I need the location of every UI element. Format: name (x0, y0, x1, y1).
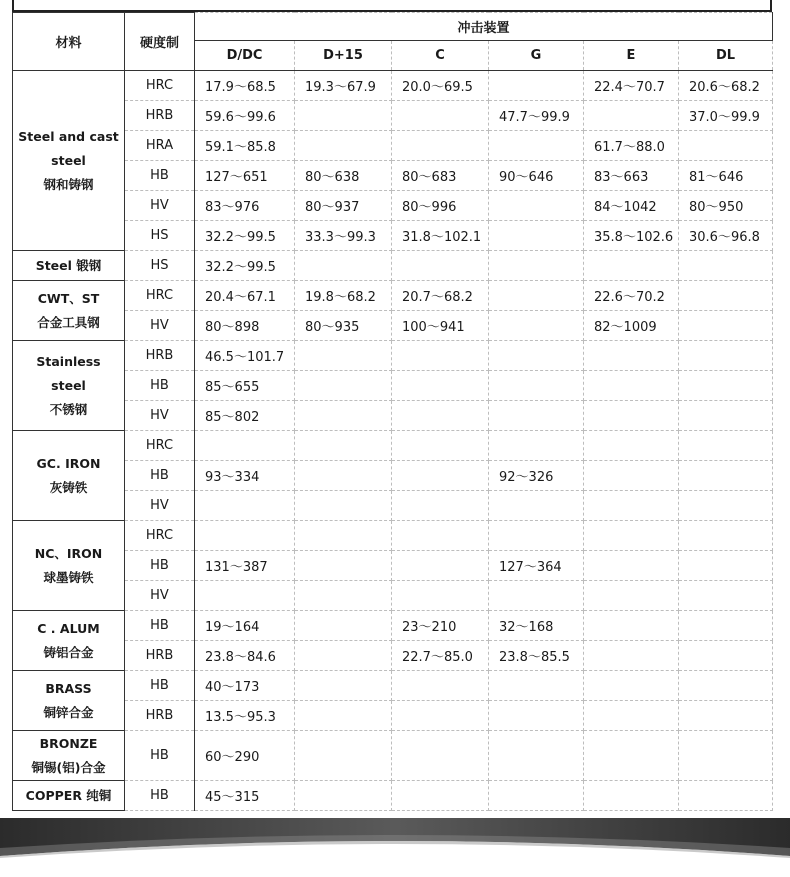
range-value-cell (392, 581, 489, 611)
range-value-cell: 81～646 (679, 161, 773, 191)
hardness-scale-cell: HRB (125, 101, 195, 131)
range-value-cell (584, 401, 679, 431)
range-value-cell (489, 701, 584, 731)
range-value-cell (679, 281, 773, 311)
range-value-cell: 22.4～70.7 (584, 71, 679, 101)
range-value-cell (584, 671, 679, 701)
hardness-scale-cell: HB (125, 161, 195, 191)
material-cell (13, 431, 125, 521)
material-name-line: 合金工具钢 (37, 314, 100, 330)
material-name-line: Steel and cast (18, 128, 119, 144)
range-value-cell: 30.6～96.8 (679, 221, 773, 251)
material-cell (13, 341, 125, 431)
table-row (13, 401, 773, 431)
table-row (13, 781, 773, 811)
material-cell (13, 671, 125, 731)
range-value-cell (392, 491, 489, 521)
range-value-cell: 90～646 (489, 161, 584, 191)
hardness-scale-cell: HB (125, 371, 195, 401)
range-value-cell (295, 701, 392, 731)
range-value-cell (584, 551, 679, 581)
device-header: DL (679, 41, 773, 71)
range-value-cell (489, 491, 584, 521)
range-value-cell: 19.3～67.9 (295, 71, 392, 101)
range-value-cell (584, 641, 679, 671)
range-value-cell (489, 731, 584, 781)
material-name-line: NC、IRON (34, 545, 103, 561)
hardness-scale-cell: HRA (125, 131, 195, 161)
hardness-scale-cell: HB (125, 551, 195, 581)
range-value-cell (295, 611, 392, 641)
material-name-line: Steel 锻钢 (35, 257, 102, 273)
range-value-cell (679, 251, 773, 281)
range-value-cell (679, 581, 773, 611)
range-value-cell: 19.8～68.2 (295, 281, 392, 311)
range-value-cell (679, 611, 773, 641)
range-value-cell: 40～173 (195, 671, 295, 701)
table-row (13, 161, 773, 191)
hardness-scale-cell: HV (125, 311, 195, 341)
hardness-scale-cell: HRB (125, 701, 195, 731)
table-body (13, 71, 773, 811)
hardness-scale-cell: HB (125, 461, 195, 491)
range-value-cell (392, 131, 489, 161)
range-value-cell (295, 431, 392, 461)
table-row (13, 341, 773, 371)
material-name-line: BRONZE (39, 735, 98, 751)
range-value-cell: 127～364 (489, 551, 584, 581)
range-value-cell: 80～950 (679, 191, 773, 221)
range-value-cell (295, 521, 392, 551)
range-value-cell (295, 461, 392, 491)
range-value-cell: 20.7～68.2 (392, 281, 489, 311)
range-value-cell (489, 671, 584, 701)
range-value-cell (392, 731, 489, 781)
table-row (13, 101, 773, 131)
table-row (13, 191, 773, 221)
range-value-cell: 59.6～99.6 (195, 101, 295, 131)
range-value-cell: 93～334 (195, 461, 295, 491)
range-value-cell: 46.5～101.7 (195, 341, 295, 371)
range-value-cell: 20.4～67.1 (195, 281, 295, 311)
table-row (13, 551, 773, 581)
table-row (13, 281, 773, 311)
range-value-cell (584, 371, 679, 401)
impact-device-header: 冲击装置 (195, 13, 773, 41)
range-value-cell (584, 611, 679, 641)
range-value-cell (295, 251, 392, 281)
range-value-cell (195, 581, 295, 611)
material-cell (13, 731, 125, 781)
range-value-cell (392, 341, 489, 371)
range-value-cell: 127～651 (195, 161, 295, 191)
material-name-line: 灰铸铁 (49, 479, 88, 495)
table-row (13, 521, 773, 551)
hardness-scale-cell: HRC (125, 71, 195, 101)
range-value-cell: 13.5～95.3 (195, 701, 295, 731)
range-value-cell (489, 71, 584, 101)
range-value-cell (295, 731, 392, 781)
range-value-cell: 22.7～85.0 (392, 641, 489, 671)
range-value-cell (679, 461, 773, 491)
range-value-cell: 80～996 (392, 191, 489, 221)
range-value-cell: 31.8～102.1 (392, 221, 489, 251)
material-name-line: CWT、ST (37, 290, 100, 306)
range-value-cell: 84～1042 (584, 191, 679, 221)
range-value-cell: 80～898 (195, 311, 295, 341)
range-value-cell (295, 131, 392, 161)
range-value-cell (295, 671, 392, 701)
range-value-cell: 131～387 (195, 551, 295, 581)
range-value-cell (392, 101, 489, 131)
hardness-scale-cell: HRB (125, 641, 195, 671)
range-value-cell: 23～210 (392, 611, 489, 641)
range-value-cell: 37.0～99.9 (679, 101, 773, 131)
range-value-cell: 100～941 (392, 311, 489, 341)
range-value-cell (195, 431, 295, 461)
range-value-cell: 23.8～84.6 (195, 641, 295, 671)
table-row (13, 611, 773, 641)
range-value-cell: 17.9～68.5 (195, 71, 295, 101)
range-value-cell: 83～976 (195, 191, 295, 221)
range-value-cell (489, 251, 584, 281)
range-value-cell: 80～638 (295, 161, 392, 191)
range-value-cell: 35.8～102.6 (584, 221, 679, 251)
hardness-range-table (12, 12, 773, 811)
range-value-cell (392, 461, 489, 491)
range-value-cell: 47.7～99.9 (489, 101, 584, 131)
range-value-cell (679, 401, 773, 431)
range-value-cell (679, 701, 773, 731)
hardness-scale-cell: HRC (125, 281, 195, 311)
material-cell (13, 71, 125, 251)
range-value-cell (489, 371, 584, 401)
range-value-cell (489, 341, 584, 371)
range-value-cell (679, 551, 773, 581)
device-header: C (392, 41, 489, 71)
hardness-scale-cell: HV (125, 581, 195, 611)
material-cell (13, 611, 125, 671)
material-cell (13, 781, 125, 811)
range-value-cell: 80～683 (392, 161, 489, 191)
range-value-cell: 33.3～99.3 (295, 221, 392, 251)
range-value-cell (489, 281, 584, 311)
range-value-cell: 22.6～70.2 (584, 281, 679, 311)
range-value-cell: 19～164 (195, 611, 295, 641)
range-value-cell: 32.2～99.5 (195, 251, 295, 281)
material-header: 材料 (13, 13, 125, 71)
range-value-cell (295, 101, 392, 131)
table-row (13, 731, 773, 781)
range-value-cell: 83～663 (584, 161, 679, 191)
range-value-cell: 32.2～99.5 (195, 221, 295, 251)
range-value-cell: 85～655 (195, 371, 295, 401)
range-value-cell (679, 131, 773, 161)
range-value-cell (295, 581, 392, 611)
range-value-cell (295, 641, 392, 671)
range-value-cell (584, 341, 679, 371)
range-value-cell (489, 521, 584, 551)
material-name-line: 不锈钢 (49, 401, 88, 417)
range-value-cell (679, 491, 773, 521)
hardness-scale-cell: HRB (125, 341, 195, 371)
range-value-cell (392, 701, 489, 731)
range-value-cell (679, 731, 773, 781)
device-header: D+15 (295, 41, 392, 71)
hardness-scale-cell: HB (125, 781, 195, 811)
range-value-cell (584, 101, 679, 131)
material-name-line: C . ALUM (37, 620, 100, 636)
range-value-cell (489, 401, 584, 431)
table-row (13, 641, 773, 671)
range-value-cell: 45～315 (195, 781, 295, 811)
range-value-cell (295, 401, 392, 431)
material-name-line: 铸铝合金 (43, 644, 94, 660)
hardness-scale-cell: HB (125, 611, 195, 641)
hardness-scale-cell: HRC (125, 521, 195, 551)
range-value-cell (584, 701, 679, 731)
range-value-cell (295, 781, 392, 811)
range-value-cell (392, 251, 489, 281)
range-value-cell (679, 371, 773, 401)
range-value-cell (584, 521, 679, 551)
table-row (13, 701, 773, 731)
range-value-cell (392, 781, 489, 811)
device-header: E (584, 41, 679, 71)
material-name-line: 球墨铸铁 (43, 569, 94, 585)
range-value-cell: 59.1～85.8 (195, 131, 295, 161)
range-value-cell (489, 191, 584, 221)
range-value-cell (392, 521, 489, 551)
hardness-scale-cell: HS (125, 251, 195, 281)
table-row (13, 251, 773, 281)
material-name-line: 钢和铸钢 (43, 176, 94, 192)
material-name-line: 铜锌合金 (43, 704, 94, 720)
table-row (13, 581, 773, 611)
table-row (13, 71, 773, 101)
hardness-scale-cell: HV (125, 491, 195, 521)
material-name-line: steel (51, 152, 86, 168)
range-value-cell: 20.6～68.2 (679, 71, 773, 101)
range-value-cell (195, 521, 295, 551)
range-value-cell (392, 401, 489, 431)
device-header: G (489, 41, 584, 71)
material-name-line: COPPER 纯铜 (25, 787, 112, 803)
material-name-line: 铜锡(铝)合金 (31, 759, 106, 775)
table-row (13, 431, 773, 461)
table-row (13, 371, 773, 401)
range-value-cell (679, 431, 773, 461)
range-value-cell (489, 431, 584, 461)
range-value-cell (489, 221, 584, 251)
range-value-cell (584, 491, 679, 521)
material-cell (13, 521, 125, 611)
decorative-curve-shadow (0, 818, 790, 877)
range-value-cell: 60～290 (195, 731, 295, 781)
range-value-cell (489, 311, 584, 341)
material-name-line: GC. IRON (36, 455, 101, 471)
hardness-scale-cell: HV (125, 401, 195, 431)
range-value-cell: 32～168 (489, 611, 584, 641)
range-value-cell (679, 641, 773, 671)
range-value-cell (392, 671, 489, 701)
hardness-scale-cell: HB (125, 671, 195, 701)
range-value-cell (679, 311, 773, 341)
material-cell (13, 281, 125, 341)
range-value-cell (679, 521, 773, 551)
range-value-cell (584, 731, 679, 781)
table-row (13, 461, 773, 491)
range-value-cell (679, 671, 773, 701)
range-value-cell: 80～935 (295, 311, 392, 341)
range-value-cell: 23.8～85.5 (489, 641, 584, 671)
range-value-cell (295, 371, 392, 401)
table-row (13, 131, 773, 161)
range-value-cell: 82～1009 (584, 311, 679, 341)
material-name-line: Stainless (36, 353, 101, 369)
range-value-cell (584, 781, 679, 811)
hardness-scale-cell: HV (125, 191, 195, 221)
hardness-scale-cell: HS (125, 221, 195, 251)
material-name-line: BRASS (45, 680, 92, 696)
range-value-cell: 85～802 (195, 401, 295, 431)
range-value-cell: 80～937 (295, 191, 392, 221)
table-row (13, 671, 773, 701)
hardness-scale-cell: HB (125, 731, 195, 781)
range-value-cell: 92～326 (489, 461, 584, 491)
range-value-cell (679, 781, 773, 811)
range-value-cell (489, 581, 584, 611)
range-value-cell (295, 341, 392, 371)
range-value-cell (584, 251, 679, 281)
range-value-cell (489, 781, 584, 811)
range-value-cell: 61.7～88.0 (584, 131, 679, 161)
range-value-cell: 20.0～69.5 (392, 71, 489, 101)
scale-header: 硬度制 (125, 13, 195, 71)
hardness-scale-cell: HRC (125, 431, 195, 461)
range-value-cell (295, 551, 392, 581)
material-cell (13, 251, 125, 281)
table-top-bar (12, 0, 772, 12)
range-value-cell (295, 491, 392, 521)
range-value-cell (392, 371, 489, 401)
range-value-cell (195, 491, 295, 521)
range-value-cell (392, 431, 489, 461)
device-header: D/DC (195, 41, 295, 71)
table-row (13, 311, 773, 341)
range-value-cell (584, 461, 679, 491)
range-value-cell (489, 131, 584, 161)
range-value-cell (679, 341, 773, 371)
table-row (13, 221, 773, 251)
table-row (13, 491, 773, 521)
range-value-cell (392, 551, 489, 581)
range-value-cell (584, 431, 679, 461)
range-value-cell (584, 581, 679, 611)
material-name-line: steel (51, 377, 86, 393)
